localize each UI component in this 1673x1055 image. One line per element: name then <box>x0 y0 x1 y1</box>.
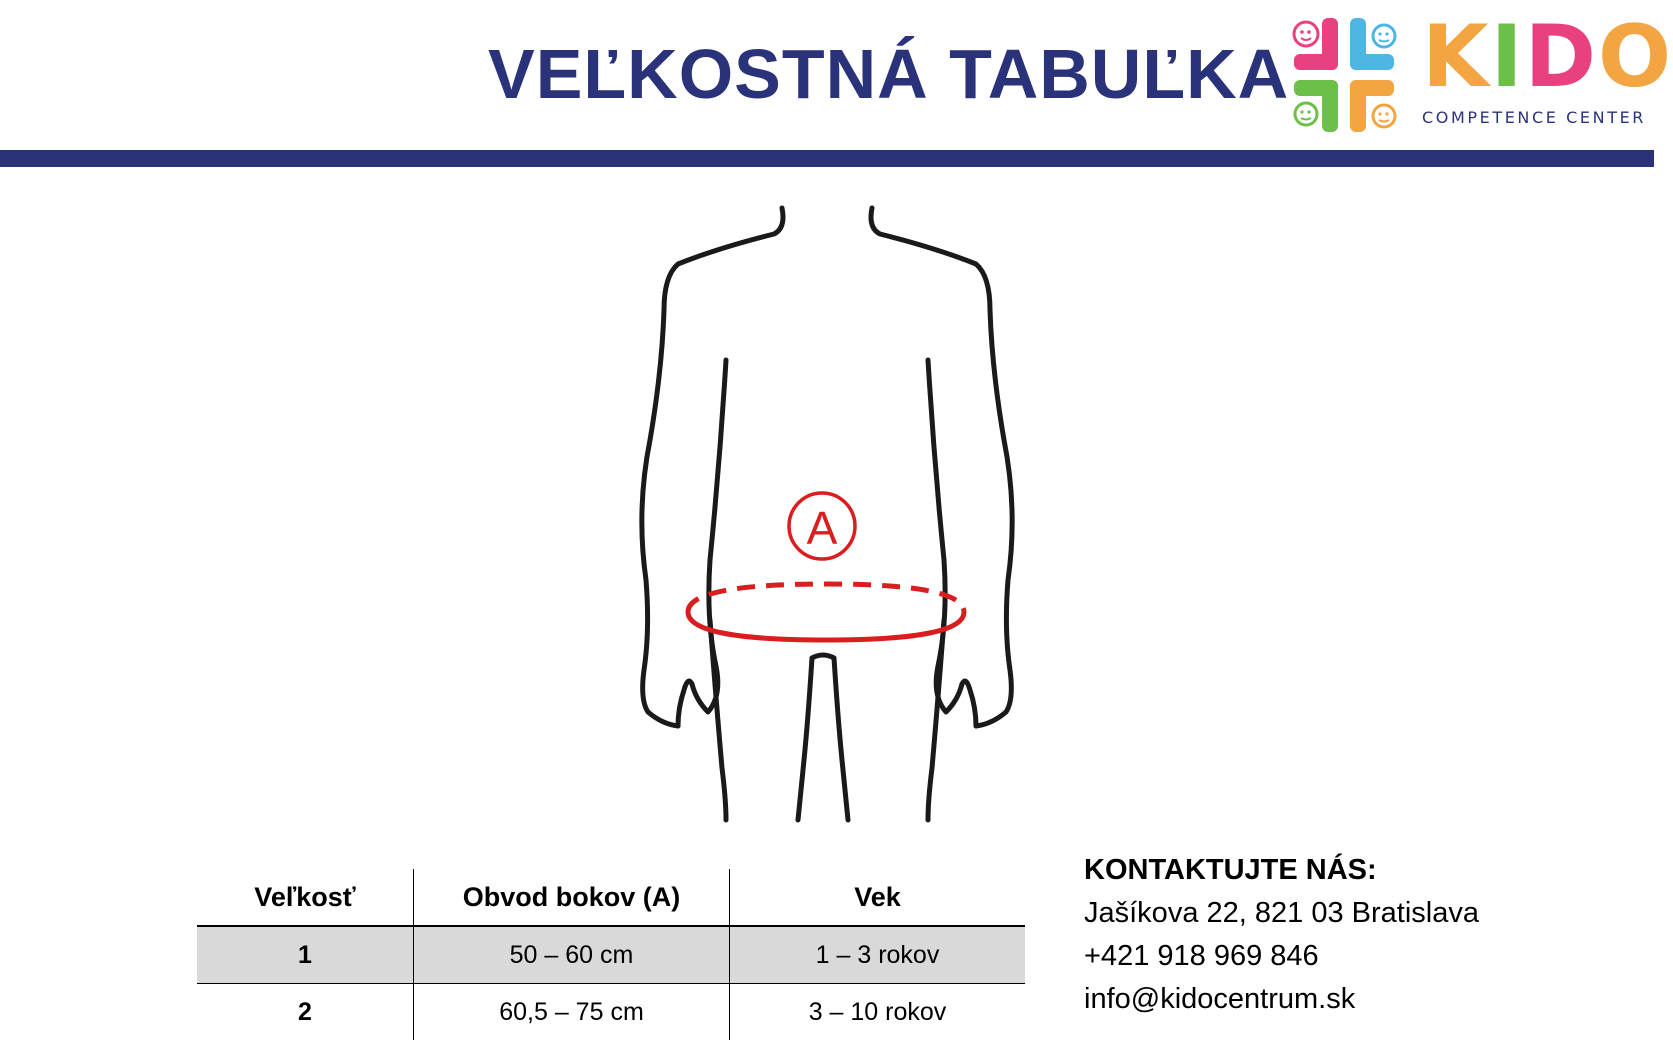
cell-age: 1 – 3 rokov <box>730 926 1026 984</box>
cell-size: 2 <box>298 997 312 1026</box>
body-figure <box>560 200 1120 820</box>
contact-phone: +421 918 969 846 <box>1084 940 1319 972</box>
size-table <box>197 869 1025 1040</box>
logo-letter: D <box>1524 7 1599 107</box>
cell-age: 3 – 10 rokov <box>730 984 1026 1041</box>
table-row <box>197 984 1025 1041</box>
cell-hip-circumference: 50 – 60 cm <box>414 926 730 984</box>
kido-grid-logo-icon <box>1292 16 1412 136</box>
measure-marker-label: A <box>806 502 838 554</box>
kido-logo <box>1292 7 1673 136</box>
logo-letter: I <box>1490 7 1525 107</box>
table-row <box>197 926 1025 984</box>
cell-size: 1 <box>197 926 414 984</box>
table-header-row <box>197 869 1025 926</box>
header-divider <box>0 150 1654 167</box>
contact-block <box>1084 854 1479 1026</box>
col-header-hip-circumference: Obvod bokov (A) <box>414 869 730 926</box>
logo-letter: O <box>1598 7 1673 107</box>
body-outline-icon <box>560 200 1120 820</box>
cell-hip-circumference: 60,5 – 75 cm <box>414 984 730 1041</box>
col-header-size: Veľkosť <box>197 869 414 926</box>
col-header-age: Vek <box>730 869 1026 926</box>
contact-title: KONTAKTUJTE NÁS: <box>1084 854 1377 886</box>
page-title: VEĽKOSTNÁ TABUĽKA <box>488 35 1290 113</box>
contact-email: info@kidocentrum.sk <box>1084 983 1356 1015</box>
logo-wordmark <box>1422 7 1673 107</box>
logo-subtitle: COMPETENCE CENTER <box>1422 108 1646 127</box>
contact-address: Jašíkova 22, 821 03 Bratislava <box>1084 897 1479 929</box>
logo-letter: K <box>1422 7 1491 107</box>
